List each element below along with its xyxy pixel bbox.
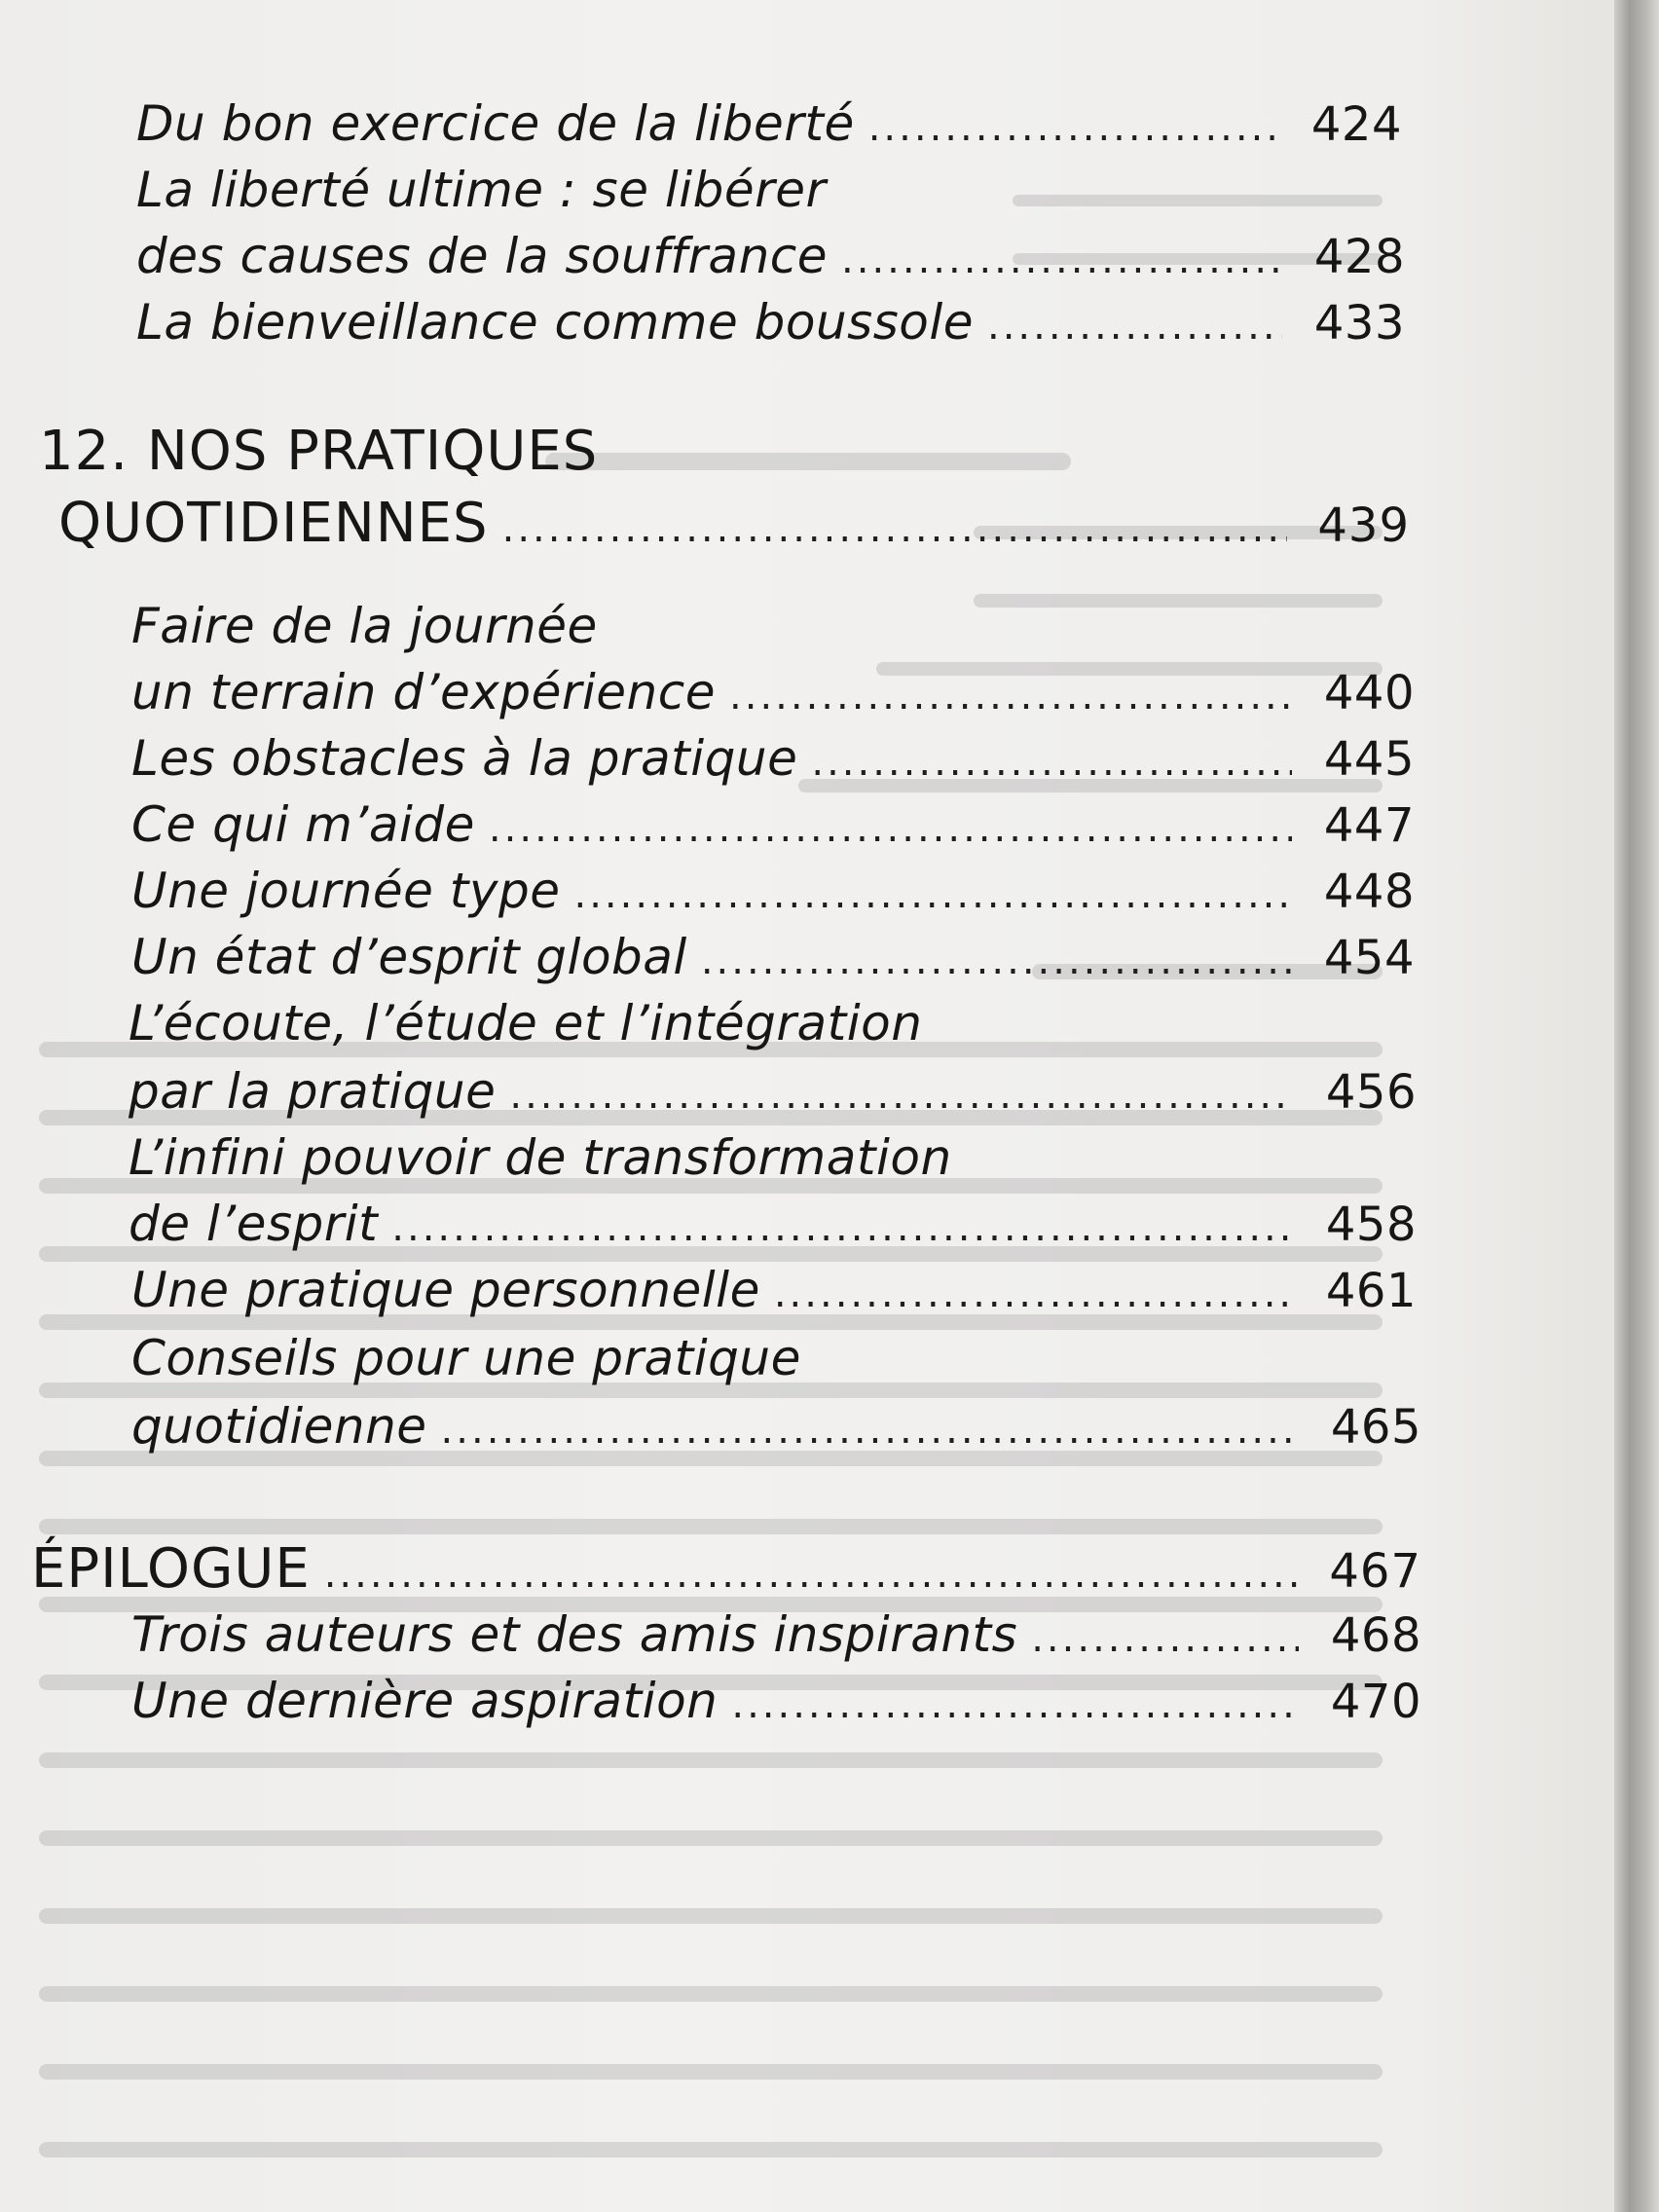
toc-entry-title: un terrain d’expérience: [131, 664, 717, 720]
toc-page-number: 461: [1325, 1264, 1417, 1318]
toc-chapter-entry[interactable]: [58, 492, 1410, 555]
toc-page-number: 445: [1323, 732, 1415, 787]
toc-entry[interactable]: [131, 730, 1415, 787]
toc-entry[interactable]: [136, 228, 1405, 284]
dot-leader: [1031, 1619, 1299, 1658]
dot-leader: [489, 809, 1292, 848]
toc-entry-title: Trois auteurs et des amis inspirants: [131, 1606, 1018, 1663]
toc-entry-title-line: L’écoute, l’étude et l’intégration: [129, 995, 923, 1051]
dot-leader: [774, 1274, 1294, 1313]
toc-chapter-title: ÉPILOGUE: [31, 1537, 311, 1601]
chapter-heading-line: 12. NOS PRATIQUES: [39, 420, 599, 483]
toc-entry-title-line: Faire de la journée: [131, 598, 598, 654]
toc-entry-title: La bienveillance comme boussole: [136, 294, 974, 350]
toc-entry-title: Du bon exercice de la liberté: [136, 95, 855, 152]
toc-entry-title: Une pratique personnelle: [131, 1262, 760, 1318]
toc-entry-title-line: L’infini pouvoir de transformation: [129, 1129, 952, 1186]
dot-leader: [731, 1685, 1299, 1724]
toc-entry-title: des causes de la souffrance: [136, 228, 829, 284]
toc-page-number: 467: [1329, 1544, 1421, 1599]
toc-page-number: 468: [1330, 1608, 1421, 1663]
toc-entry-title-line: Conseils pour une pratique: [131, 1330, 801, 1386]
toc-page-number: 454: [1323, 931, 1415, 985]
toc-entry-title: Un état d’esprit global: [131, 929, 687, 985]
toc-page-number: 448: [1323, 865, 1415, 919]
toc-entry[interactable]: [129, 1196, 1417, 1252]
toc-entry[interactable]: [131, 1398, 1421, 1455]
toc-page-number: 433: [1313, 296, 1405, 350]
toc-entry[interactable]: [131, 1606, 1421, 1663]
toc-page-number: 447: [1323, 798, 1415, 853]
toc-entry[interactable]: [136, 95, 1402, 152]
toc-page-number: 440: [1323, 666, 1415, 720]
dot-leader: [509, 1076, 1294, 1115]
dot-leader: [868, 108, 1279, 147]
toc-entry-title: Une journée type: [131, 863, 561, 919]
toc-page-number: 470: [1330, 1675, 1421, 1729]
dot-leader: [573, 875, 1292, 914]
toc-entry[interactable]: [131, 863, 1415, 919]
toc-entry[interactable]: [131, 929, 1415, 985]
toc-entry[interactable]: [136, 294, 1405, 350]
toc-chapter-title: QUOTIDIENNES: [58, 492, 489, 555]
dot-leader: [701, 941, 1292, 980]
toc-entry-title: par la pratique: [129, 1063, 497, 1120]
toc-entry-title: de l’esprit: [129, 1196, 379, 1252]
toc-page-number: 465: [1330, 1400, 1421, 1455]
toc-entry[interactable]: [129, 1063, 1417, 1120]
toc-entry[interactable]: [131, 1262, 1417, 1318]
toc-entry-title: Ce qui m’aide: [131, 796, 475, 853]
toc-entry[interactable]: [131, 796, 1415, 853]
toc-entry-title: Une dernière aspiration: [131, 1673, 719, 1729]
toc-entry-title: quotidienne: [131, 1398, 427, 1455]
toc-entry-title-line: La liberté ultime : se libérer: [136, 162, 827, 218]
dot-leader: [502, 509, 1287, 548]
toc-page-number: 439: [1317, 498, 1410, 553]
toc-page-number: 424: [1310, 97, 1402, 152]
toc-page-number: 456: [1325, 1065, 1417, 1120]
dot-leader: [729, 677, 1292, 716]
toc-page-number: 428: [1313, 230, 1405, 284]
toc-entry[interactable]: [131, 1673, 1421, 1729]
toc-entry[interactable]: [131, 664, 1415, 720]
dot-leader: [324, 1555, 1299, 1594]
dot-leader: [841, 240, 1282, 279]
dot-leader: [391, 1208, 1294, 1247]
dot-leader: [987, 307, 1282, 346]
toc-chapter-entry[interactable]: [31, 1537, 1421, 1601]
toc-page-number: 458: [1325, 1198, 1417, 1252]
dot-leader: [811, 743, 1292, 782]
dot-leader: [441, 1411, 1299, 1450]
toc-entry-title: Les obstacles à la pratique: [131, 730, 798, 787]
